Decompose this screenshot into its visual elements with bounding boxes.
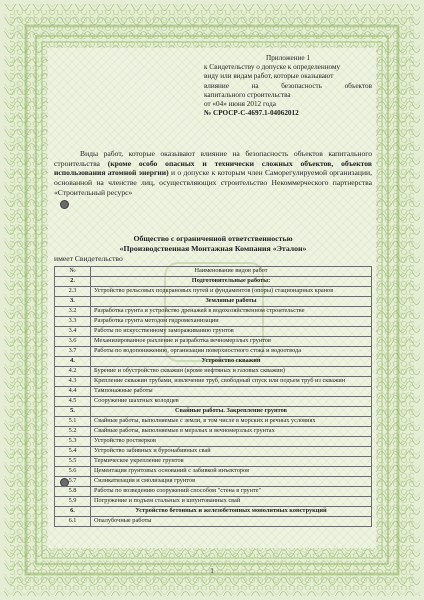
row-number: 2. xyxy=(55,277,91,287)
appendix-line: виду или видам работ, которые оказывают xyxy=(204,72,334,81)
row-number: 5.8 xyxy=(55,487,91,497)
row-number: 5.4 xyxy=(55,447,91,457)
row-number: 4. xyxy=(55,357,91,367)
table-row xyxy=(55,437,372,447)
row-number: 5.1 xyxy=(55,417,91,427)
row-number: 4.5 xyxy=(55,397,91,407)
work-name: Тампонажные работы xyxy=(91,387,372,397)
binding-hole xyxy=(60,200,69,209)
works-table xyxy=(54,266,372,527)
work-name: Силикатизация и смолизация грунтов xyxy=(91,477,372,487)
appendix-header xyxy=(204,54,372,118)
has-certificate-text: имеет Свидетельство xyxy=(54,254,123,263)
row-number: 5.3 xyxy=(55,437,91,447)
work-name: Бурение и обустройство скважин (кроме нефтяных и газовых скважин) xyxy=(91,367,372,377)
table-section-row xyxy=(55,297,372,307)
table-row xyxy=(55,457,372,467)
row-number: 4.4 xyxy=(55,387,91,397)
row-number: 6.1 xyxy=(55,517,91,527)
work-name: Устройство ростверков xyxy=(91,437,372,447)
table-row xyxy=(55,397,372,407)
row-number: 3.2 xyxy=(55,307,91,317)
table-row xyxy=(55,307,372,317)
work-name: Механизированное рыхление и разработка вечномерзлых грунтов xyxy=(91,337,372,347)
header-num: № xyxy=(55,267,91,277)
appendix-line: влияние на безопасность объектов xyxy=(204,81,372,90)
work-name: Работы по возведению сооружений способом "стена в грунте" xyxy=(91,487,372,497)
table-row xyxy=(55,287,372,297)
section-title: Устройство скважин xyxy=(91,357,372,367)
row-number: 5.5 xyxy=(55,457,91,467)
table-row xyxy=(55,447,372,457)
work-name: Работы по искусственному замораживанию грунтов xyxy=(91,327,372,337)
table-row xyxy=(55,517,372,527)
row-number: 5.7 xyxy=(55,477,91,487)
table-row xyxy=(55,427,372,437)
table-section-row xyxy=(55,277,372,287)
section-title: Свайные работы. Закрепление грунтов xyxy=(91,407,372,417)
table-row xyxy=(55,487,372,497)
appendix-line: капитального строительства xyxy=(204,90,291,99)
row-number: 2.3 xyxy=(55,287,91,297)
table-row xyxy=(55,417,372,427)
section-title: Земляные работы xyxy=(91,297,372,307)
row-number: 3.4 xyxy=(55,327,91,337)
row-number: 4.3 xyxy=(55,377,91,387)
table-section-row xyxy=(55,407,372,417)
table-row xyxy=(55,347,372,357)
table-row xyxy=(55,377,372,387)
page-number: 1 xyxy=(210,567,214,575)
table-row xyxy=(55,327,372,337)
intro-text: Виды работ, которые оказывают влияние на безопасность объектов капитального строительства xyxy=(54,149,372,168)
intro-paragraph xyxy=(54,149,372,198)
row-number: 3.7 xyxy=(55,347,91,357)
intro-text-end: и о допуске к которым член Саморегулируемой организации, основанной на членстве лиц, осуществляющих строительство Некоммерческого партнерства «Строительный ресурс» xyxy=(54,168,373,197)
table-header-row xyxy=(55,267,372,277)
appendix-date: от «04» июня 2012 года xyxy=(204,100,276,109)
row-number: 5.9 xyxy=(55,497,91,507)
work-name: Сооружение шахтных колодцев xyxy=(91,397,372,407)
work-name: Свайные работы, выполняемые в мерзлых и вечномерзлых грунтах xyxy=(91,427,372,437)
table-row xyxy=(55,497,372,507)
work-name: Крепление скважин трубами, извлечение труб, свободный спуск или подъем труб из скважин xyxy=(91,377,372,387)
table-row xyxy=(55,367,372,377)
row-number: 3. xyxy=(55,297,91,307)
table-section-row xyxy=(55,357,372,367)
row-number: 6. xyxy=(55,507,91,517)
row-number: 5.2 xyxy=(55,427,91,437)
work-name: Работы по водопонижению, организации поверхностного стока и водоотвода xyxy=(91,347,372,357)
appendix-line: к Свидетельству о допуске к определенному xyxy=(204,63,341,72)
row-number: 4.2 xyxy=(55,367,91,377)
section-title: Подготовительные работы: xyxy=(91,277,372,287)
work-name: Устройство рельсовых подкрановых путей и фундаментов (опоры) стационарных кранов xyxy=(91,287,372,297)
work-name: Опалубочные работы xyxy=(91,517,372,527)
certificate-number: № СРОСР-С-4697.1-04062012 xyxy=(204,109,299,118)
work-name: Термическое укрепление грунтов xyxy=(91,457,372,467)
work-name: Разработка грунта и устройство дренажей в водохозяйственном строительстве xyxy=(91,307,372,317)
organization-line: Общество с ограниченной ответственностью xyxy=(133,234,293,243)
table-row xyxy=(55,337,372,347)
organization-name xyxy=(54,234,372,253)
section-title: Устройство бетонных и железобетонных монолитных конструкций xyxy=(91,507,372,517)
row-number: 5.6 xyxy=(55,467,91,477)
table-section-row xyxy=(55,507,372,517)
table-row xyxy=(55,477,372,487)
appendix-title: Приложение 1 xyxy=(266,54,310,62)
work-name: Свайные работы, выполняемые с земли, в том числе в морских и речных условиях xyxy=(91,417,372,427)
table-row xyxy=(55,387,372,397)
row-number: 5. xyxy=(55,407,91,417)
header-name: Наименование видов работ xyxy=(91,267,372,277)
work-name: Погружение и подъем стальных и шпунтованных свай xyxy=(91,497,372,507)
intro-bold-text: (кроме особо опасных и технически сложных объектов, объектов использования атомной энергии) xyxy=(54,158,372,178)
row-number: 3.6 xyxy=(55,337,91,347)
table-row xyxy=(55,467,372,477)
row-number: 3.3 xyxy=(55,317,91,327)
work-name: Разработка грунта методом гидромеханизации xyxy=(91,317,372,327)
organization-line: «Производственная Монтажная Компания «Эталон» xyxy=(119,243,307,253)
work-name: Устройство забивных и буронабивных свай xyxy=(91,447,372,457)
table-row xyxy=(55,317,372,327)
work-name: Цементация грунтовых оснований с забивкой инъекторов xyxy=(91,467,372,477)
